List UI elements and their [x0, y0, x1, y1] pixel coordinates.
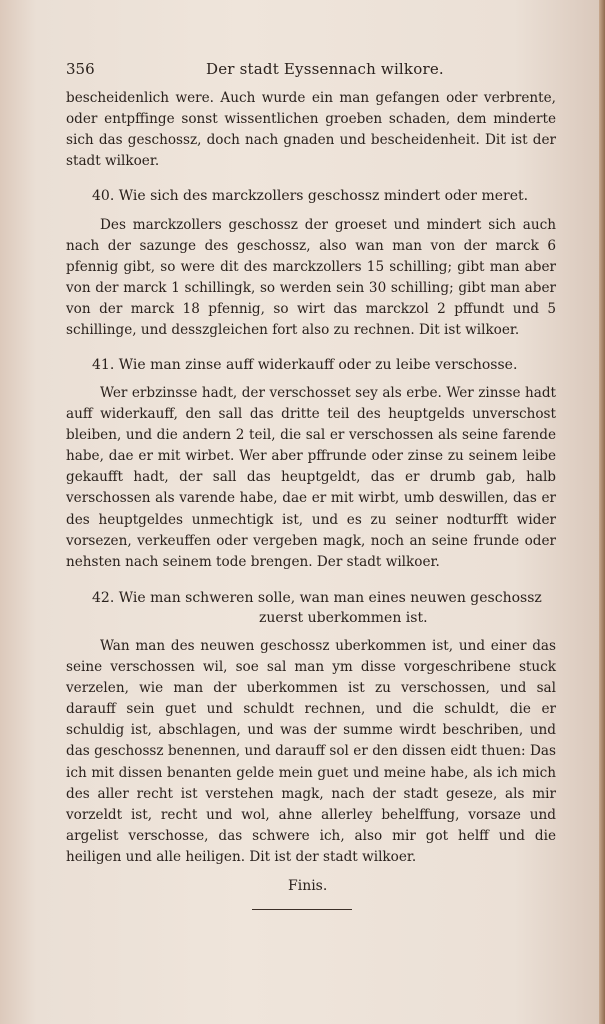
page-header — [66, 60, 556, 82]
section-42-heading-line2: zuerst uberkommen ist. — [259, 610, 428, 626]
intro-paragraph: bescheidenlich were. Auch wurde ein man gefangen oder verbrente, oder entpffinge sonst wissentlichen groeben schaden, dem minderte sich das geschossz, doch nach gnaden und bescheidenheit. Dit ist der stadt wilkoer. — [66, 90, 556, 170]
page-edge — [599, 0, 605, 1024]
section-41-heading: 41. Wie man zinse auff widerkauff oder zu leibe verschosse. — [92, 357, 518, 373]
page-number: 356 — [66, 60, 95, 78]
section-42-body-block — [66, 636, 556, 868]
section-42-heading: 42. Wie man schweren solle, wan man eines neuwen geschossz — [92, 590, 542, 606]
closing-rule — [252, 909, 352, 910]
section-40-body-block — [66, 215, 556, 342]
closing-finis: Finis. — [288, 878, 328, 894]
section-41-body: Wer erbzinsse hadt, der verschosset sey als erbe. Wer zinsse hadt auff widerkauff, den sall das dritte teil des heuptgelds unverschost bleiben, und die andern 2 teil, die sal er verschossen als seine farende habe, dae er mit wirbet. Wer aber pffrunde oder zinse zu seinem leibe gekaufft hadt, der sall das heuptgeldt, das er drumb gab, halb verschossen als varende habe, dae er mit wirbt, umb deswillen, das er des heuptgeldes unmechtigk ist, und es zu seiner nodturfft wider vorsezen, verkeuffen oder vergeben magk, noch an seine frunde oder nehsten nach seinem tode brengen. Der stadt wilkoer. — [66, 385, 556, 570]
section-42-body: Wan man des neuwen geschossz uberkommen ist, und einer das seine verschossen wil, soe sal man ym disse vorgeschribene stuck verzelen, wie man der uberkommen ist zu verschossen, und sal darauff sein guet und schuldt rechnen, und die schuldt, die er schuldig ist, abschlagen, und was der summe wirdt beschriben, und das geschossz benennen, und darauff sol er den dissen eidt thuen: Das ich mit dissen benanten gelde mein guet und meine habe, als ich mich des aller recht ist verstehen magk, nach der stadt geseze, als mir vorzeldt ist, recht und wol, ahne allerley behelffung, vorsaze und argelist verschosse, das schwere ich, also mir got helff und die heiligen und alle heiligen. Dit ist der stadt wilkoer. — [66, 638, 556, 865]
section-40-body: Des marckzollers geschossz der groeset und mindert sich auch nach der sazunge des geschossz, also wan man von der marck 6 pfennig gibt, so were dit des marckzollers 15 schilling; gibt man aber von der marck 1 schillingk, so werden sein 30 schilling; gibt man aber von der marck 18 pfennig, so wirt das marckzol 2 pffundt und 5 schillinge, und desszgleichen fort also zu rechnen. Dit ist wilkoer. — [66, 217, 556, 339]
section-41-body-block — [66, 383, 556, 573]
intro-paragraph-block — [66, 88, 556, 172]
running-title: Der stadt Eyssennach wilkore. — [206, 60, 444, 78]
section-40-heading: 40. Wie sich des marckzollers geschossz mindert oder meret. — [92, 188, 529, 204]
